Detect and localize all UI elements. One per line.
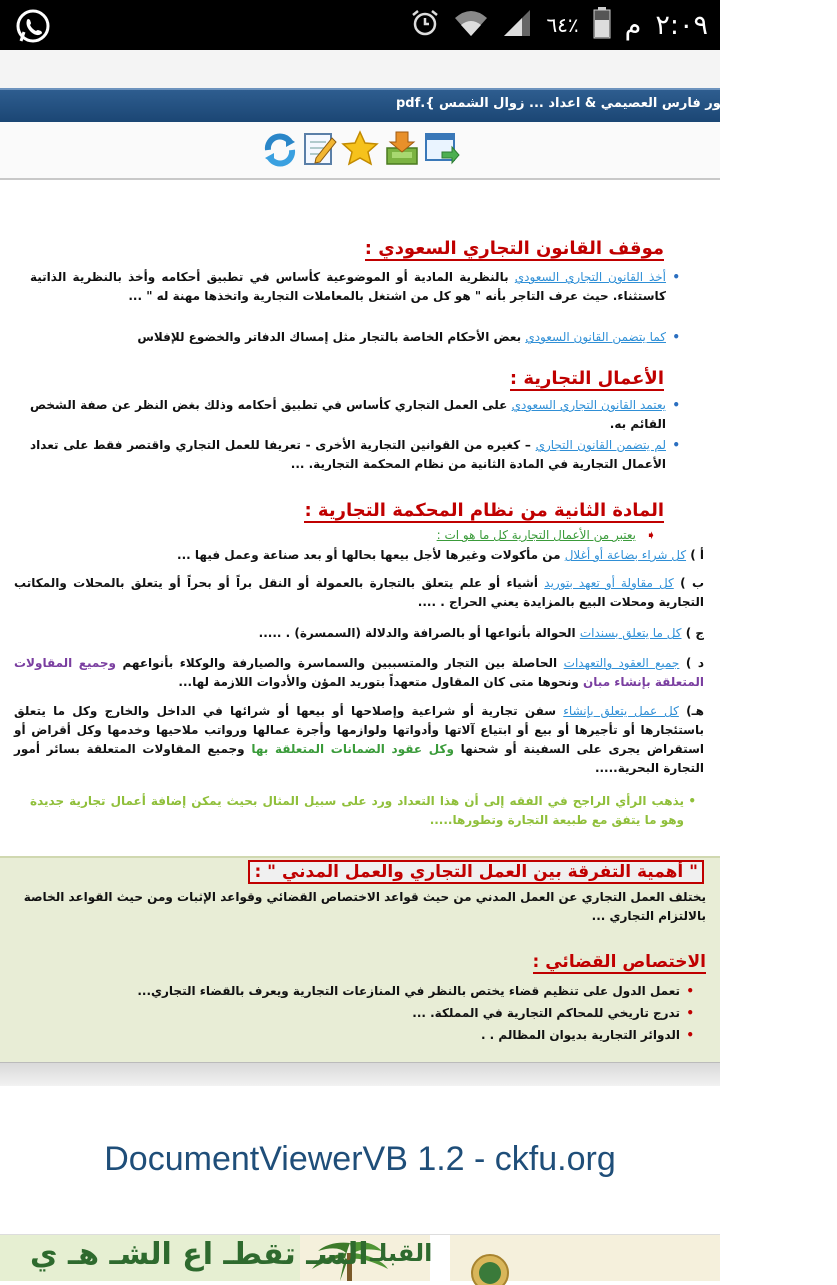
item-a (30, 546, 704, 565)
battery-percent: ٦٤٪ (546, 13, 579, 37)
item-d-text2: ونحوها متى كان المقاول متعهداً بتوريد المؤن والأدوات اللازمة لها... (178, 675, 584, 689)
item-d (14, 654, 704, 692)
toolbar (0, 122, 720, 180)
paragraph-2-text: بعض الأحكام الخاصة بالتجار مثل إمساك الدفاتر والخضوع للإفلاس (137, 330, 526, 344)
item-d-label: د ) (685, 656, 705, 670)
battery-icon (593, 7, 611, 43)
paragraph-1: • أخذ القانون التجاري السعودي بالنظرية المادية أو الموضوعية كأساس في تطبيق أحكامه وأخذ بالنظرية الذاتية كاستثناء. حيث عرف التاجر بأنه " هو كل من اشتغل بالمعاملات التجارية واتخذها مهنة له " ... (30, 270, 680, 303)
note-bullet: • (688, 794, 696, 808)
item-b-text: أشياء أو علم يتعلق بالتجارة بالعمولة أو النقل براً أو بحراً أو يتعلق بالمحلات والمكاتب التجارية ومحلات البيع بالمزايدة يعني الحراج . .... (14, 576, 704, 609)
note-paragraph (30, 792, 696, 830)
paragraph-4: • لم يتضمن القانون التجاري – كغيره من القوانين التجارية الأخرى - تعريفا للعمل التجاري واقتصر فقط على تعداد الأعمال التجارية في المادة الثانية من نظام المحكمة التجارية. ... (30, 438, 680, 471)
heading-commercial-acts: الأعمال التجارية : (509, 368, 664, 389)
item-c (30, 624, 704, 643)
item-b-link[interactable]: كل مقاولة أو تعهد بتوريد (544, 576, 674, 590)
paragraph-3-link[interactable]: يعتمد القانون التجاري السعودي (511, 398, 666, 412)
item-b (14, 574, 704, 612)
alarm-icon (410, 8, 440, 42)
item-a-text: من مأكولات وغيرها لأجل بيعها بحالها أو بعد صناعة وعمل فيها ... (177, 548, 565, 562)
difference-paragraph: يختلف العمل التجاري عن العمل المدني من حيث قواعد الاختصاص القضائي وقواعد الإثبات ومن حيث القواعد الخاصة بالالتزام التجاري ... (23, 890, 706, 923)
ad-text-left: القبلـ (370, 1239, 433, 1267)
am-pm: م (624, 9, 642, 41)
document-page[interactable] (0, 182, 720, 1062)
heading-jurisdiction: الاختصاص القضائي : (532, 952, 706, 972)
item-c-label: ج ) (685, 626, 704, 640)
jurisdiction-bullet-3: • الدوائر التجارية بديوان المظالم . . (480, 1028, 694, 1042)
item-d-text: الحاصلة بين التجار والمتسببين والسماسرة والصيارفة والوكلاء بأنواعهم (116, 656, 564, 670)
document-title: ي & ملون & للدكتور فارس العصيمي & اعداد ... زوال الشمس }.pdf (396, 96, 837, 111)
app-header-gap (0, 50, 720, 88)
item-a-label: أ ) (690, 548, 704, 562)
paragraph-4-text: – كغيره من القوانين التجارية الأخرى - تعريفا للعمل التجاري واقتصر فقط على تعداد الأعمال التجارية في المادة الثانية من نظام المحكمة التجارية. ... (30, 438, 666, 471)
item-a-link[interactable]: كل شراء بضاعة أو أغلال (564, 548, 687, 562)
jurisdiction-bullet-3-text: الدوائر التجارية بديوان المظالم . . (480, 1028, 680, 1042)
paragraph-1-link[interactable]: أخذ القانون التجاري السعودي (514, 270, 667, 284)
open-external-icon[interactable] (424, 130, 460, 168)
article-intro-text: يعتبر من الأعمال التجارية كل ما هو ات : (436, 528, 636, 542)
heading-saudi-commercial-law: موقف القانون التجاري السعودي : (364, 238, 664, 259)
page-divider (0, 1062, 720, 1086)
article-intro (30, 526, 656, 545)
item-b-label: ب ) (680, 576, 704, 590)
whatsapp-icon (14, 8, 54, 44)
clock-time: ٢:٠٩ (655, 9, 708, 41)
paragraph-3-text: على العمل التجاري كأساس في تطبيق أحكامه وذلك بغض النظر عن صفة الشخص القائم به. (30, 398, 666, 431)
item-c-link[interactable]: كل ما يتعلق بسندات (579, 626, 682, 640)
item-d-link[interactable]: جميع العقود والتعهدات (563, 656, 680, 670)
item-h-highlight: وكل عقود الضمانات المتعلقة بها (251, 742, 454, 756)
ad-banner[interactable] (0, 1234, 720, 1280)
paragraph-4-link[interactable]: لم يتضمن القانون التجاري (535, 438, 666, 452)
download-icon[interactable] (384, 130, 420, 168)
paragraph-2-link[interactable]: كما يتضمن القانون السعودي (525, 330, 666, 344)
refresh-icon[interactable] (262, 130, 298, 168)
wifi-icon (454, 8, 488, 42)
app-caption: DocumentViewerVB 1.2 - ckfu.org (104, 1140, 616, 1178)
heading-difference: " أهمية التفرقة بين العمل التجاري والعمل المدني " : (248, 860, 704, 884)
paragraph-1-text: بالنظرية المادية أو الموضوعية كأساس في تطبيق أحكامه وأخذ بالنظرية الذاتية كاستثناء. حيث عرف التاجر بأنه " هو كل من اشتغل بالمعاملات التجارية واتخذها مهنة له " ... (30, 270, 666, 303)
item-h-text: سفن تجارية أو شراعية وإصلاحها أو بيعها أو شرائها في الداخل والخارج وكل ما يتعلق باستئجارها أو تأجيرها أو بيع أو ابتياع آلاتها وأدواتها ولوازمها وأجرة عمالها ورواتب ملاحيها وخدمها وكل أقراض أو استقراض يجرى على السفينة أو شحنها (14, 704, 704, 756)
item-h-text2: وجميع المقاولات المتعلقة بسائر أمور التجارة البحرية..... (14, 742, 704, 775)
item-h (14, 702, 704, 778)
favorite-star-icon[interactable] (342, 130, 378, 168)
jurisdiction-bullet-1: • تعمل الدول على تنظيم قضاء يختص بالنظر في المنازعات التجارية ويعرف بالقضاء التجاري... (137, 984, 694, 998)
note-text: يذهب الرأي الراجح في الفقه إلى أن هذا التعداد ورد على سبيل المثال بحيث يمكن إضافة أعمال تجارية جديدة وهو ما يتفق مع طبيعة التجارة وتطورها..... (30, 794, 684, 827)
paragraph-2: • كما يتضمن القانون السعودي بعض الأحكام الخاصة بالتجار مثل إمساك الدفاتر والخضوع للإفلاس (137, 330, 680, 344)
difference-section (0, 856, 720, 1062)
item-h-label: هـ) (686, 704, 704, 718)
signal-icon (502, 8, 532, 42)
pointer-icon: ➧ (645, 528, 656, 542)
jurisdiction-bullet-1-text: تعمل الدول على تنظيم قضاء يختص بالنظر في المنازعات التجارية ويعرف بالقضاء التجاري... (137, 984, 680, 998)
item-h-link[interactable]: كل عمل يتعلق بإنشاء (563, 704, 679, 718)
status-bar (0, 0, 720, 50)
ad-text-right: السـ تقطـ اع الشـ هـ ي (30, 1237, 369, 1272)
jurisdiction-bullet-2: • تدرج تاريخي للمحاكم التجارية في المملكة. ... (412, 1006, 694, 1020)
edit-icon[interactable] (302, 130, 338, 168)
document-title-bar (0, 88, 837, 122)
item-c-text: الحوالة بأنواعها أو بالصرافة والدلالة (السمسرة) . ..... (258, 626, 580, 640)
jurisdiction-bullet-2-text: تدرج تاريخي للمحاكم التجارية في المملكة. ... (412, 1006, 680, 1020)
paragraph-3: • يعتمد القانون التجاري السعودي على العمل التجاري كأساس في تطبيق أحكامه وذلك بغض النظر عن صفة الشخص القائم به. (30, 398, 680, 431)
item-d-highlight: وجميع المقاولات المتعلقة بإنشاء مبان (14, 656, 704, 689)
heading-article-two: المادة الثانية من نظام المحكمة التجارية : (304, 500, 664, 521)
